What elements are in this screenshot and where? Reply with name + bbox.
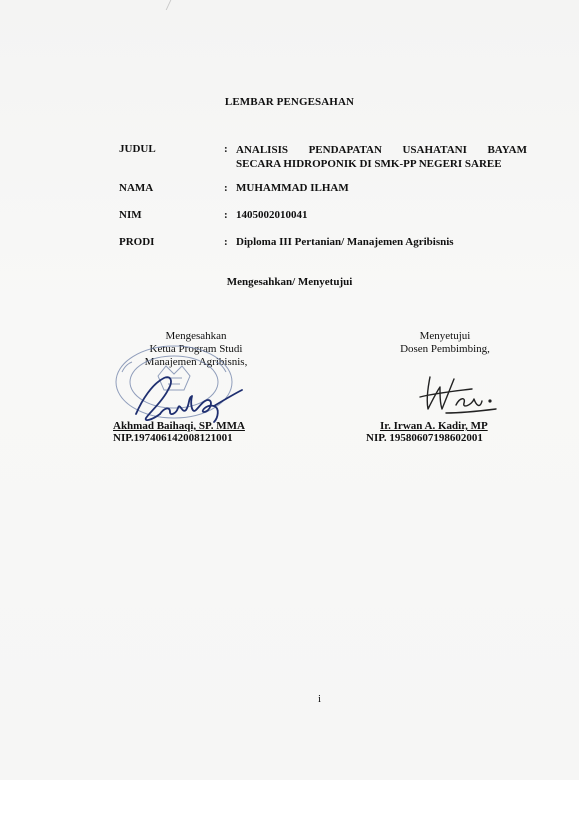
left-signatory-name: Akhmad Baihaqi, SP. MMA <box>113 420 245 432</box>
left-signatory-nip: NIP.197406142008121001 <box>113 432 233 444</box>
right-signatory-nip: NIP. 19580607198602001 <box>366 432 483 444</box>
field-colon-prodi: : <box>224 236 228 248</box>
judul-word: PENDAPATAN <box>308 144 382 156</box>
judul-word: ANALISIS <box>236 144 288 156</box>
field-value-nim: 1405002010041 <box>236 209 308 221</box>
field-colon-nama: : <box>224 182 228 194</box>
right-signatory-line2: Dosen Pembimbing, <box>400 343 490 355</box>
field-value-prodi: Diploma III Pertanian/ Manajemen Agribisnis <box>236 236 454 248</box>
right-signature-icon <box>416 375 508 419</box>
left-signatory-line1: Mengesahkan <box>165 330 227 342</box>
field-colon-judul: : <box>224 143 228 155</box>
right-signatory-line1: Menyetujui <box>419 330 471 342</box>
left-signatory-line2: Ketua Program Studi <box>149 343 243 355</box>
judul-line-2: SECARA HIDROPONIK DI SMK-PP NEGERI SAREE <box>236 158 502 170</box>
page-number: i <box>318 693 322 705</box>
right-signatory-header <box>362 330 528 356</box>
left-signature-icon <box>130 370 246 426</box>
field-value-judul <box>236 143 527 171</box>
left-signatory-line3: Manajemen Agribisnis, <box>144 356 248 368</box>
field-value-nama: MUHAMMAD ILHAM <box>236 182 349 194</box>
field-label-prodi: PRODI <box>119 236 155 248</box>
right-signatory-name: Ir. Irwan A. Kadir, MP <box>380 420 488 432</box>
judul-word: BAYAM <box>487 144 527 156</box>
judul-line-1 <box>236 143 527 157</box>
approval-heading: Mengesahkan/ Menyetujui <box>226 276 353 288</box>
field-label-nim: NIM <box>119 209 142 221</box>
judul-word: USAHATANI <box>402 144 467 156</box>
page-title: LEMBAR PENGESAHAN <box>224 96 355 108</box>
field-label-judul: JUDUL <box>119 143 156 155</box>
field-label-nama: NAMA <box>119 182 154 194</box>
field-colon-nim: : <box>224 209 228 221</box>
